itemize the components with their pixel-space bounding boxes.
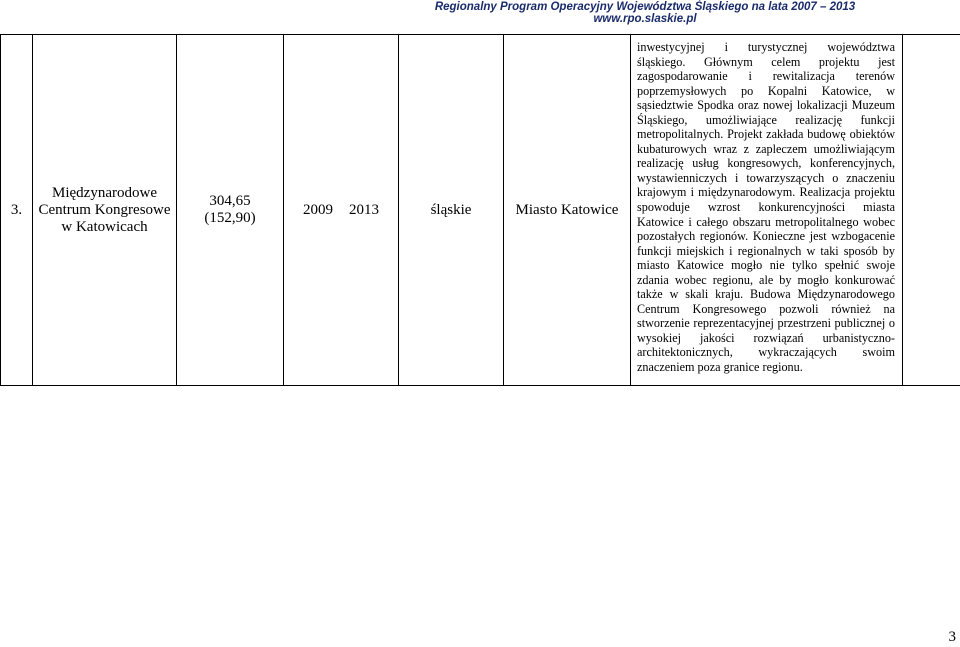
voivodeship: śląskie (430, 201, 472, 218)
row-number: 3. (10, 201, 23, 218)
program-title: Regionalny Program Operacyjny Województwa Śląskiego na lata 2007 – 2013 (434, 1, 856, 13)
page-number: 3 (948, 629, 956, 645)
project-description: inwestycyjnej i turystycznej województwa śląskiego. Głównym celem projektu jest zagospodarowanie i rewitalizacja terenów poprzemysłowych po Kopalni Katowice, w sąsiedztwie Spodka oraz nowej lokalizacji Muzeum Śląskiego, umożliwiające realizację funkcji metropolitalnych. Projekt zakłada budowę obiektów kubaturowych wraz z zapleczem umożliwiającym realizację usług kongresowych, konferencyjnych, wystawienniczych i towarzyszących o znaczeniu krajowym i międzynarodowym. Realizacja projektu spowoduje wzrost konkurencyjności miasta Katowice i całego obszaru metropolitalnego wobec pozostałych regionów. Konieczne jest wzbogacenie funkcji miejskich i regionalnych w taki sposób by miasto Katowice mogło nie tylko spełnić swoje zdania wobec regionu, ale by mogło konkurować także w skali kraju. Budowa Międzynarodowego Centrum Kongresowego pozwoli również na stworzenie reprezentacyjnej przestrzeni publicznej o wysokiej jakości rozwiązań urbanistyczno-architektonicznych, wykraczających swoim znaczeniem poza granice regionu. (637, 40, 895, 375)
project-name: Międzynarodowe Centrum Kongresowe w Katowicach (38, 184, 171, 235)
location: Miasto Katowice (515, 201, 619, 218)
project-period (284, 35, 398, 385)
column-divider (902, 34, 903, 385)
value-total: 304,65 (209, 193, 251, 209)
column-divider (630, 34, 631, 385)
table-bottom-border (0, 385, 960, 386)
year-start: 2009 (303, 201, 333, 218)
website-url: www.rpo.slaskie.pl (593, 13, 697, 25)
value-secondary: (152,90) (204, 210, 256, 226)
project-value (177, 35, 283, 385)
year-end: 2013 (349, 201, 379, 218)
